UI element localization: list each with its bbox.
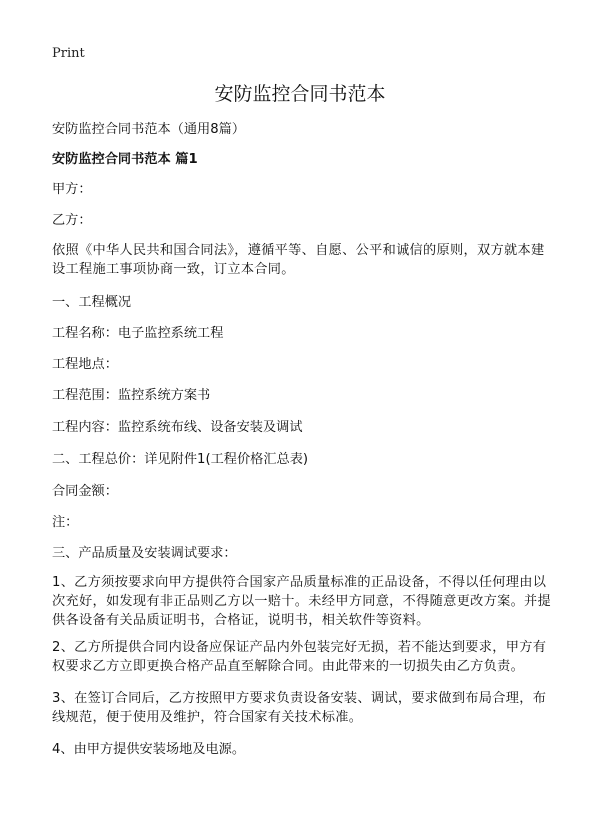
section-quality-requirements: 三、产品质量及安装调试要求： xyxy=(52,546,237,561)
document-title: 安防监控合同书范本 xyxy=(214,83,386,105)
section-total-price: 二、工程总价：详见附件1(工程价格汇总表) xyxy=(52,452,309,467)
project-location-line: 工程地点： xyxy=(52,357,118,372)
project-name-line: 工程名称：电子监控系统工程 xyxy=(52,326,224,341)
clause-2: 2、乙方所提供合同内设备应保证产品内外包装完好无损，若不能达到要求，甲方有权要求乙方立即更换合格产品直至解除合同。由此带来的一切损失由乙方负责。 xyxy=(52,640,547,674)
section-heading: 安防监控合同书范本 篇1 xyxy=(52,152,198,167)
party-a-line: 甲方： xyxy=(52,182,92,197)
clause-4: 4、由甲方提供安装场地及电源。 xyxy=(52,742,246,757)
section-project-overview: 一、工程概况 xyxy=(52,295,132,310)
party-b-line: 乙方： xyxy=(52,213,92,228)
clause-3: 3、在签订合同后，乙方按照甲方要求负责设备安装、调试，要求做到布局合理，布线规范，便于使用及维护，符合国家有关技术标准。 xyxy=(52,691,547,725)
project-content-line: 工程内容：监控系统布线、设备安装及调试 xyxy=(52,420,303,435)
intro-paragraph: 依照《中华人民共和国合同法》，遵循平等、自愿、公平和诚信的原则，双方就本建设工程施工事项协商一致，订立本合同。 xyxy=(52,243,545,277)
contract-amount-line: 合同金额： xyxy=(52,484,118,499)
document-subtitle: 安防监控合同书范本（通用8篇） xyxy=(52,122,246,137)
project-scope-line: 工程范围：监控系统方案书 xyxy=(52,388,211,403)
note-line: 注： xyxy=(52,515,79,530)
print-link[interactable]: Print xyxy=(52,46,85,61)
clause-1: 1、乙方须按要求向甲方提供符合国家产品质量标准的正品设备，不得以任何理由以次充好，如发现有非正品则乙方以一赔十。未经甲方同意，不得随意更改方案。并提供各设备有关品质证明书，合格证，说明书，相关软件等资料。 xyxy=(52,575,552,628)
